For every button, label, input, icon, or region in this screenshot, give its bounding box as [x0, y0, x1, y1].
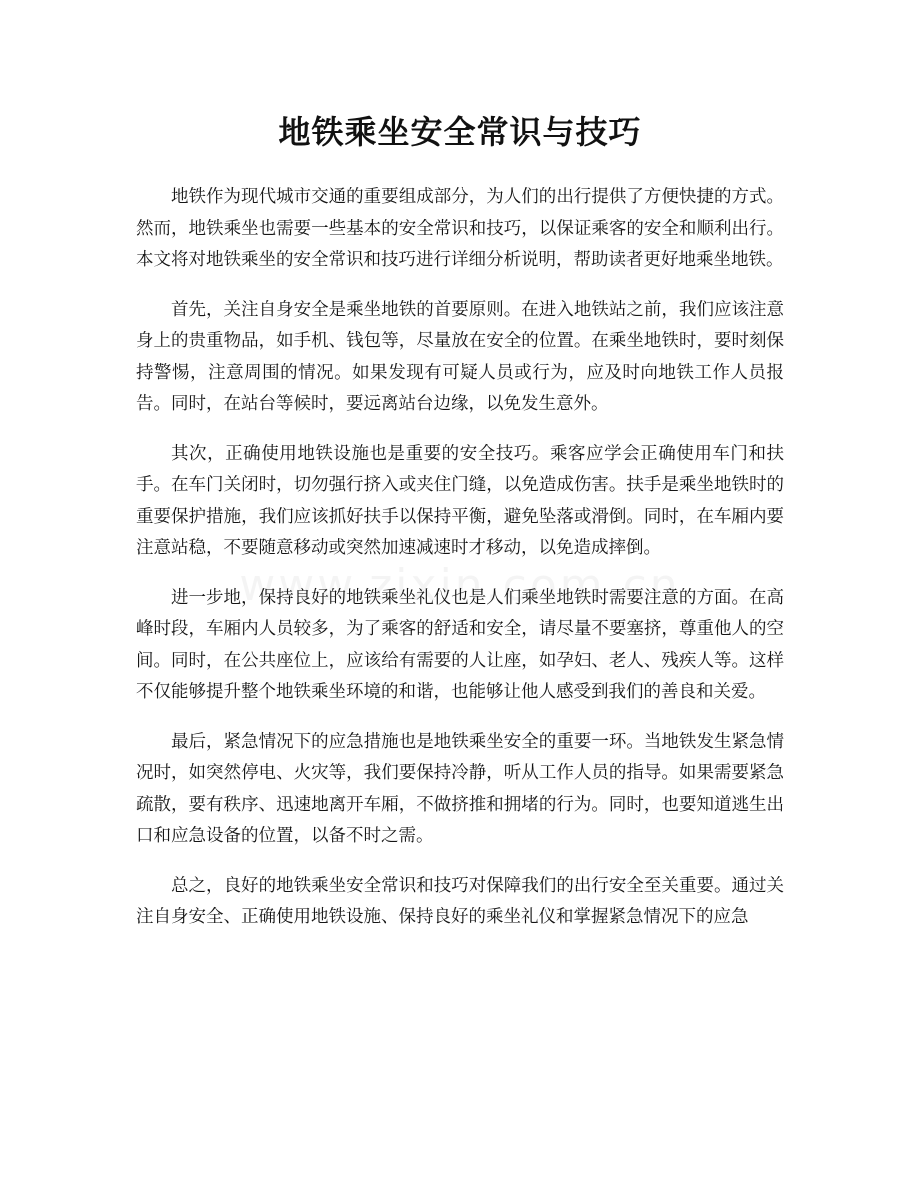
paragraph-conclusion: 总之，良好的地铁乘坐安全常识和技巧对保障我们的出行安全至关重要。通过关注自身安全、正确使用地铁设施、保持良好的乘坐礼仪和掌握紧急情况下的应急: [136, 875, 784, 927]
paragraph-emergency: 最后，紧急情况下的应急措施也是地铁乘坐安全的重要一环。当地铁发生紧急情况时，如突然停电、火灾等，我们要保持冷静，听从工作人员的指导。如果需要紧急疏散，要有秩序、迅速地离开车厢，不做挤推和拥堵的行为。同时，也要知道逃生出口和应急设备的位置，以备不时之需。: [136, 731, 784, 846]
document-title: 地铁乘坐安全常识与技巧: [278, 113, 642, 151]
paragraph-etiquette: 进一步地，保持良好的地铁乘坐礼仪也是人们乘坐地铁时需要注意的方面。在高峰时段，车厢内人员较多，为了乘客的舒适和安全，请尽量不要塞挤，尊重他人的空间。同时，在公共座位上，应该给有需要的人让座，如孕妇、老人、残疾人等。这样不仅能够提升整个地铁乘坐环境的和谐，也能够让他人感受到我们的善良和关爱。: [136, 587, 784, 702]
document-body: [136, 182, 784, 952]
paragraph-facilities: 其次，正确使用地铁设施也是重要的安全技巧。乘客应学会正确使用车门和扶手。在车门关闭时，切勿强行挤入或夹住门缝，以免造成伤害。扶手是乘坐地铁时的重要保护措施，我们应该抓好扶手以保持平衡，避免坠落或滑倒。同时，在车厢内要注意站稳，不要随意移动或突然加速减速时才移动，以免造成摔倒。: [136, 443, 784, 558]
paragraph-intro: 地铁作为现代城市交通的重要组成部分，为人们的出行提供了方便快捷的方式。然而，地铁乘坐也需要一些基本的安全常识和技巧，以保证乘客的安全和顺利出行。本文将对地铁乘坐的安全常识和技巧进行详细分析说明，帮助读者更好地乘坐地铁。: [136, 187, 784, 270]
paragraph-personal-safety: 首先，关注自身安全是乘坐地铁的首要原则。在进入地铁站之前，我们应该注意身上的贵重物品，如手机、钱包等，尽量放在安全的位置。在乘坐地铁时，要时刻保持警惕，注意周围的情况。如果发现有可疑人员或行为，应及时向地铁工作人员报告。同时，在站台等候时，要远离站台边缘，以免发生意外。: [136, 299, 784, 414]
